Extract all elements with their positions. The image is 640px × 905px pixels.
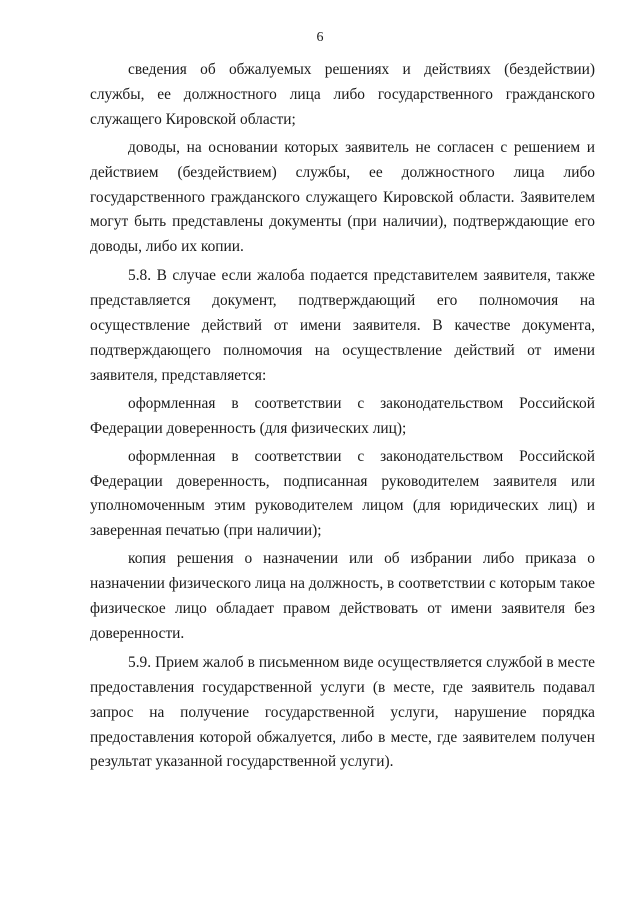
paragraph-complaint-details: сведения об обжалуемых решениях и действиях (бездействии) службы, ее должностного лица либо государственного гражданского служащего Кировской области; xyxy=(90,61,595,128)
paragraph-5-9: 5.9. Прием жалоб в письменном виде осуществляется службой в месте предоставления государственной услуги (в месте, где заявитель подавал запрос на получение государственной услуги, нарушение порядка предоставления которой обжалуется, либо в месте, где заявителем получен результат указанной государственной услуги). xyxy=(90,653,595,771)
page-number: 6 xyxy=(316,30,324,45)
paragraph-5-8: 5.8. В случае если жалоба подается представителем заявителя, также представляется документ, подтверждающий его полномочия на осуществление действий от имени заявителя. В качестве документа, подтверждающего полномочия на осуществление действий от имени заявителя, представляется: xyxy=(90,267,595,384)
paragraph-power-of-attorney-legal-entities: оформленная в соответствии с законодательством Российской Федерации доверенность, подписанная руководителем заявителя или уполномоченным этим руководителем лицом (для юридических лиц) и заверенная печатью (при наличии); xyxy=(90,447,595,540)
paragraph-appointment-decision-copy: копия решения о назначении или об избрании либо приказа о назначении физического лица на должность, в соответствии с которым такое физическое лицо обладает правом действовать от имени заявителя без доверенности. xyxy=(90,550,595,642)
paragraph-power-of-attorney-individuals: оформленная в соответствии с законодательством Российской Федерации доверенность (для физических лиц); xyxy=(90,394,595,437)
paragraph-arguments: доводы, на основании которых заявитель не согласен с решением и действием (бездействием) службы, ее должностного лица либо государственного гражданского служащего Кировской области. Заявителем могут быть представлены документы (при наличии), подтверждающие его доводы, либо их копии. xyxy=(90,138,595,256)
document-body xyxy=(90,58,595,775)
